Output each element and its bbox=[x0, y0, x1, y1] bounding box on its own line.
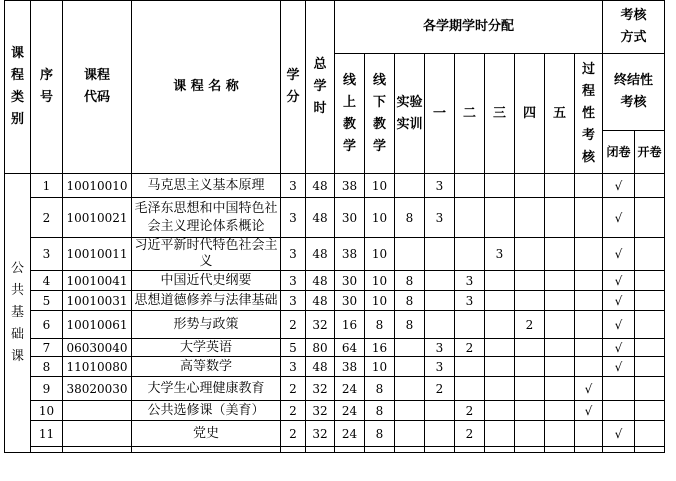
cell-sem3 bbox=[485, 421, 515, 447]
cell-offline: 16 bbox=[365, 339, 395, 357]
cell-closed: √ bbox=[603, 311, 635, 339]
cell-credit: 2 bbox=[281, 421, 306, 447]
cell-total-hours: 48 bbox=[306, 271, 335, 291]
cell-sem3: 3 bbox=[485, 238, 515, 271]
cell-sem1 bbox=[425, 401, 455, 421]
cell-process bbox=[575, 357, 603, 377]
cell-sem1 bbox=[425, 421, 455, 447]
cell-sem3 bbox=[485, 291, 515, 311]
cell-course-name: 党史 bbox=[132, 421, 281, 447]
cell-course-name: 中国近代史纲要 bbox=[132, 271, 281, 291]
header-credit-label: 学分 bbox=[286, 68, 300, 105]
cell-lab: 8 bbox=[395, 291, 425, 311]
cell-empty bbox=[485, 447, 515, 453]
cell-closed: √ bbox=[603, 357, 635, 377]
table-row bbox=[5, 198, 665, 238]
cell-process bbox=[575, 421, 603, 447]
table-row-trailing bbox=[5, 447, 665, 453]
cell-sem5 bbox=[545, 421, 575, 447]
cell-course-name: 毛泽东思想和中国特色社会主义理论体系概论 bbox=[132, 198, 281, 238]
cell-total-hours: 48 bbox=[306, 357, 335, 377]
cell-sem4 bbox=[515, 339, 545, 357]
header-online-label: 线上教学 bbox=[342, 72, 356, 154]
header-open: 开卷 bbox=[635, 131, 665, 174]
cell-process bbox=[575, 291, 603, 311]
cell-open bbox=[635, 238, 665, 271]
cell-credit: 3 bbox=[281, 174, 306, 198]
cell-credit: 3 bbox=[281, 271, 306, 291]
cell-open bbox=[635, 271, 665, 291]
header-sem3: 三 bbox=[485, 54, 515, 174]
cell-empty bbox=[575, 447, 603, 453]
cell-sem4 bbox=[515, 401, 545, 421]
cell-seq: 4 bbox=[31, 271, 63, 291]
cell-online: 38 bbox=[335, 238, 365, 271]
cell-empty bbox=[306, 447, 335, 453]
table-row bbox=[5, 291, 665, 311]
header-credit bbox=[281, 1, 306, 174]
header-lab bbox=[395, 54, 425, 174]
cell-total-hours: 48 bbox=[306, 291, 335, 311]
cell-process: √ bbox=[575, 377, 603, 401]
table-row bbox=[5, 174, 665, 198]
cell-total-hours: 32 bbox=[306, 401, 335, 421]
cell-sem2: 3 bbox=[455, 271, 485, 291]
cell-sem2 bbox=[455, 377, 485, 401]
cell-process bbox=[575, 311, 603, 339]
cell-sem4 bbox=[515, 377, 545, 401]
header-offline-label: 线下教学 bbox=[372, 72, 386, 154]
cell-total-hours: 32 bbox=[306, 421, 335, 447]
cell-credit: 3 bbox=[281, 291, 306, 311]
table-row bbox=[5, 401, 665, 421]
cell-seq: 10 bbox=[31, 401, 63, 421]
cell-online: 38 bbox=[335, 357, 365, 377]
cell-sem5 bbox=[545, 174, 575, 198]
header-final-group bbox=[603, 54, 665, 131]
cell-process bbox=[575, 174, 603, 198]
cell-code: 10010010 bbox=[63, 174, 132, 198]
cell-offline: 8 bbox=[365, 401, 395, 421]
cell-course-name: 思想道德修养与法律基础 bbox=[132, 291, 281, 311]
cell-sem1 bbox=[425, 271, 455, 291]
cell-credit: 3 bbox=[281, 198, 306, 238]
header-category-label: 课程类别 bbox=[10, 46, 24, 127]
cell-sem1 bbox=[425, 291, 455, 311]
cell-online: 38 bbox=[335, 174, 365, 198]
cell-sem3 bbox=[485, 401, 515, 421]
cell-process: √ bbox=[575, 401, 603, 421]
cell-course-name: 公共选修课（美育） bbox=[132, 401, 281, 421]
cell-empty bbox=[63, 447, 132, 453]
cell-sem4 bbox=[515, 271, 545, 291]
header-process-label: 过程性考核 bbox=[581, 61, 595, 165]
cell-closed bbox=[603, 401, 635, 421]
cell-online: 30 bbox=[335, 271, 365, 291]
cell-sem3 bbox=[485, 357, 515, 377]
cell-course-name: 大学英语 bbox=[132, 339, 281, 357]
cell-sem4 bbox=[515, 357, 545, 377]
cell-sem2 bbox=[455, 238, 485, 271]
table-row bbox=[5, 311, 665, 339]
table-row bbox=[5, 421, 665, 447]
cell-closed: √ bbox=[603, 198, 635, 238]
header-sem1: 一 bbox=[425, 54, 455, 174]
cell-sem1 bbox=[425, 311, 455, 339]
cell-sem1: 3 bbox=[425, 174, 455, 198]
cell-closed: √ bbox=[603, 339, 635, 357]
cell-seq: 2 bbox=[31, 198, 63, 238]
cell-course-name: 大学生心理健康教育 bbox=[132, 377, 281, 401]
cell-open bbox=[635, 174, 665, 198]
header-sem4: 四 bbox=[515, 54, 545, 174]
cell-sem2: 3 bbox=[455, 291, 485, 311]
cell-seq: 1 bbox=[31, 174, 63, 198]
header-code bbox=[63, 1, 132, 174]
cell-empty bbox=[545, 447, 575, 453]
cell-total-hours: 48 bbox=[306, 198, 335, 238]
cell-total-hours: 48 bbox=[306, 174, 335, 198]
cell-credit: 2 bbox=[281, 401, 306, 421]
header-seq bbox=[31, 1, 63, 174]
cell-sem5 bbox=[545, 339, 575, 357]
header-seq-label: 序号 bbox=[39, 68, 53, 105]
cell-lab: 8 bbox=[395, 271, 425, 291]
cell-process bbox=[575, 198, 603, 238]
cell-sem3 bbox=[485, 271, 515, 291]
cell-code: 38020030 bbox=[63, 377, 132, 401]
cell-sem5 bbox=[545, 311, 575, 339]
header-exam-group-label: 考核方式 bbox=[620, 8, 647, 45]
table-row bbox=[5, 339, 665, 357]
cell-sem4 bbox=[515, 291, 545, 311]
cell-code: 10010031 bbox=[63, 291, 132, 311]
cell-sem5 bbox=[545, 291, 575, 311]
header-semester-group: 各学期学时分配 bbox=[335, 1, 603, 54]
cell-offline: 8 bbox=[365, 311, 395, 339]
cell-empty bbox=[281, 447, 306, 453]
cell-empty bbox=[395, 447, 425, 453]
cell-total-hours: 48 bbox=[306, 238, 335, 271]
cell-offline: 10 bbox=[365, 238, 395, 271]
cell-credit: 3 bbox=[281, 238, 306, 271]
cell-online: 64 bbox=[335, 339, 365, 357]
cell-lab bbox=[395, 401, 425, 421]
cell-offline: 10 bbox=[365, 291, 395, 311]
cell-code: 10010041 bbox=[63, 271, 132, 291]
cell-code: 10010061 bbox=[63, 311, 132, 339]
cell-open bbox=[635, 357, 665, 377]
cell-sem5 bbox=[545, 357, 575, 377]
cell-closed: √ bbox=[603, 238, 635, 271]
header-closed: 闭卷 bbox=[603, 131, 635, 174]
cell-course-name: 高等数学 bbox=[132, 357, 281, 377]
header-lab-label: 实验实训 bbox=[396, 94, 423, 132]
cell-code bbox=[63, 401, 132, 421]
cell-empty bbox=[132, 447, 281, 453]
cell-sem1: 3 bbox=[425, 339, 455, 357]
cell-process bbox=[575, 238, 603, 271]
cell-sem5 bbox=[545, 198, 575, 238]
cell-offline: 10 bbox=[365, 357, 395, 377]
cell-sem4 bbox=[515, 174, 545, 198]
cell-seq: 3 bbox=[31, 238, 63, 271]
cell-lab bbox=[395, 174, 425, 198]
table-row bbox=[5, 377, 665, 401]
cell-closed: √ bbox=[603, 421, 635, 447]
table-row bbox=[5, 271, 665, 291]
cell-empty bbox=[365, 447, 395, 453]
cell-sem1: 3 bbox=[425, 198, 455, 238]
cell-sem2 bbox=[455, 311, 485, 339]
cell-open bbox=[635, 311, 665, 339]
cell-sem3 bbox=[485, 339, 515, 357]
cell-empty bbox=[425, 447, 455, 453]
cell-lab bbox=[395, 357, 425, 377]
cell-empty bbox=[603, 447, 635, 453]
cell-empty bbox=[335, 447, 365, 453]
cell-offline: 10 bbox=[365, 198, 395, 238]
cell-offline: 8 bbox=[365, 421, 395, 447]
cell-closed bbox=[603, 377, 635, 401]
cell-credit: 2 bbox=[281, 377, 306, 401]
header-process bbox=[575, 54, 603, 174]
cell-code: 10010011 bbox=[63, 238, 132, 271]
cell-sem3 bbox=[485, 377, 515, 401]
cell-lab: 8 bbox=[395, 198, 425, 238]
header-online bbox=[335, 54, 365, 174]
header-final-group-label: 终结性考核 bbox=[613, 73, 653, 110]
header-total-hours-label: 总学时 bbox=[313, 57, 327, 116]
cell-sem4: 2 bbox=[515, 311, 545, 339]
cell-empty bbox=[515, 447, 545, 453]
table-row bbox=[5, 357, 665, 377]
cell-open bbox=[635, 377, 665, 401]
cell-sem2: 2 bbox=[455, 421, 485, 447]
cell-sem3 bbox=[485, 311, 515, 339]
cell-credit: 5 bbox=[281, 339, 306, 357]
cell-course-name: 形势与政策 bbox=[132, 311, 281, 339]
cell-process bbox=[575, 271, 603, 291]
cell-sem2 bbox=[455, 174, 485, 198]
cell-category bbox=[5, 174, 31, 453]
cell-online: 30 bbox=[335, 291, 365, 311]
cell-seq: 11 bbox=[31, 421, 63, 447]
header-exam-group bbox=[603, 1, 665, 54]
cell-open bbox=[635, 291, 665, 311]
cell-lab bbox=[395, 421, 425, 447]
cell-seq: 5 bbox=[31, 291, 63, 311]
header-name: 课 程 名 称 bbox=[132, 1, 281, 174]
cell-sem3 bbox=[485, 174, 515, 198]
cell-seq: 9 bbox=[31, 377, 63, 401]
cell-credit: 2 bbox=[281, 311, 306, 339]
cell-seq: 8 bbox=[31, 357, 63, 377]
cell-closed: √ bbox=[603, 271, 635, 291]
cell-sem5 bbox=[545, 271, 575, 291]
cell-sem3 bbox=[485, 198, 515, 238]
cell-sem1: 3 bbox=[425, 357, 455, 377]
cell-open bbox=[635, 421, 665, 447]
cell-total-hours: 32 bbox=[306, 311, 335, 339]
header-sem5: 五 bbox=[545, 54, 575, 174]
cell-course-name: 习近平新时代特色社会主义 bbox=[132, 238, 281, 271]
cell-empty bbox=[635, 447, 665, 453]
cell-code: 10010021 bbox=[63, 198, 132, 238]
cell-open bbox=[635, 198, 665, 238]
header-sem2: 二 bbox=[455, 54, 485, 174]
cell-closed: √ bbox=[603, 291, 635, 311]
cell-credit: 3 bbox=[281, 357, 306, 377]
cell-sem4 bbox=[515, 198, 545, 238]
cell-lab bbox=[395, 238, 425, 271]
cell-sem4 bbox=[515, 421, 545, 447]
cell-offline: 8 bbox=[365, 377, 395, 401]
curriculum-table bbox=[4, 0, 665, 453]
cell-sem2 bbox=[455, 198, 485, 238]
header-code-label: 课程代码 bbox=[83, 68, 110, 105]
cell-sem2 bbox=[455, 357, 485, 377]
cell-sem1: 2 bbox=[425, 377, 455, 401]
cell-lab: 8 bbox=[395, 311, 425, 339]
cell-empty bbox=[31, 447, 63, 453]
cell-online: 16 bbox=[335, 311, 365, 339]
cell-open bbox=[635, 401, 665, 421]
cell-offline: 10 bbox=[365, 174, 395, 198]
cell-lab bbox=[395, 339, 425, 357]
cell-sem1 bbox=[425, 238, 455, 271]
cell-total-hours: 32 bbox=[306, 377, 335, 401]
header-offline bbox=[365, 54, 395, 174]
cell-code: 11010080 bbox=[63, 357, 132, 377]
cell-empty bbox=[455, 447, 485, 453]
cell-sem5 bbox=[545, 401, 575, 421]
header-category bbox=[5, 1, 31, 174]
category-label: 公共基础课 bbox=[10, 261, 24, 364]
cell-sem2: 2 bbox=[455, 339, 485, 357]
cell-lab bbox=[395, 377, 425, 401]
cell-sem4 bbox=[515, 238, 545, 271]
cell-code: 06030040 bbox=[63, 339, 132, 357]
cell-sem2: 2 bbox=[455, 401, 485, 421]
header-total-hours bbox=[306, 1, 335, 174]
cell-code bbox=[63, 421, 132, 447]
cell-open bbox=[635, 339, 665, 357]
cell-total-hours: 80 bbox=[306, 339, 335, 357]
cell-seq: 6 bbox=[31, 311, 63, 339]
cell-online: 24 bbox=[335, 421, 365, 447]
cell-closed: √ bbox=[603, 174, 635, 198]
cell-sem5 bbox=[545, 238, 575, 271]
table-row bbox=[5, 238, 665, 271]
cell-process bbox=[575, 339, 603, 357]
cell-course-name: 马克思主义基本原理 bbox=[132, 174, 281, 198]
cell-sem5 bbox=[545, 377, 575, 401]
cell-offline: 10 bbox=[365, 271, 395, 291]
cell-online: 24 bbox=[335, 377, 365, 401]
cell-online: 30 bbox=[335, 198, 365, 238]
cell-online: 24 bbox=[335, 401, 365, 421]
cell-seq: 7 bbox=[31, 339, 63, 357]
